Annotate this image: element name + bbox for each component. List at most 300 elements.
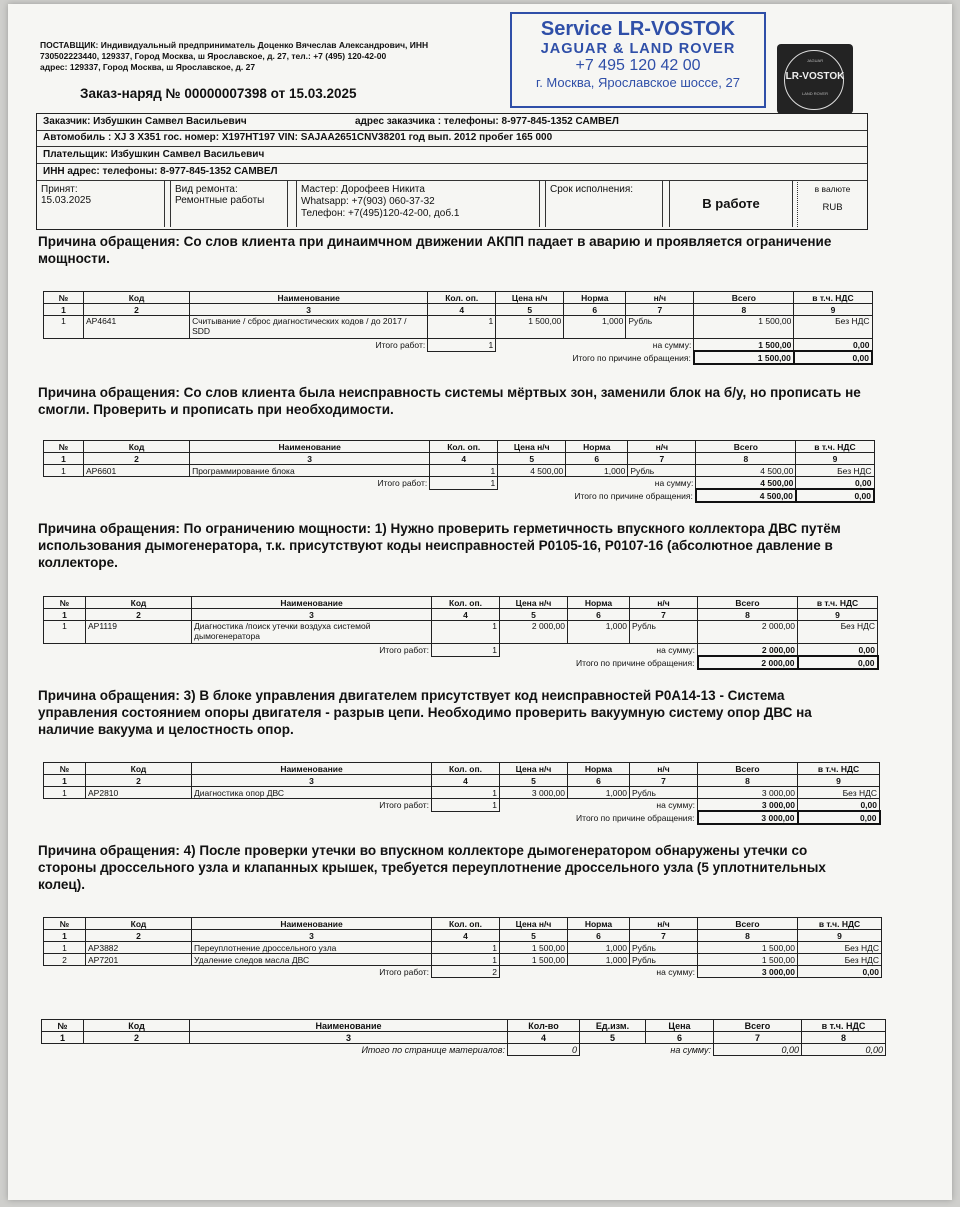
table-cell: 1: [44, 775, 86, 787]
table-cell: 2: [86, 775, 192, 787]
empty-cell: [190, 351, 428, 364]
empty-cell: [432, 656, 500, 669]
table-cell: 4: [508, 1032, 580, 1044]
table-cell: 8: [802, 1032, 886, 1044]
table-cell: Кол. оп.: [430, 441, 498, 453]
table-cell: AP3882: [86, 942, 192, 954]
column-number-row: [42, 1032, 886, 1044]
logo-text: JAGUAR: [806, 58, 824, 63]
table-cell: 1 500,00: [694, 351, 794, 364]
table-cell: на сумму:: [656, 800, 695, 810]
reason-total-row: [44, 811, 880, 824]
table-cell: 0,00: [796, 477, 874, 490]
repair-type-label: Вид ремонта:: [175, 184, 238, 195]
empty-cell: [44, 811, 86, 824]
works-total-row: [44, 644, 878, 657]
table-cell: Кол. оп.: [432, 918, 500, 930]
table-cell: 2: [86, 609, 192, 621]
table-cell: Переуплотнение дроссельного узла: [192, 942, 432, 954]
table-cell: 1: [428, 316, 496, 339]
table-cell: Цена н/ч: [500, 763, 568, 775]
table-cell: Итого по причине обращения:: [576, 812, 695, 823]
empty-cell: [500, 966, 568, 978]
table-cell: Кол. оп.: [428, 292, 496, 304]
works-table: [43, 440, 875, 503]
table-cell: Наименование: [192, 763, 432, 775]
works-table: [43, 596, 879, 670]
table-cell: Код: [84, 292, 190, 304]
table-cell: Рубль: [628, 465, 696, 477]
table-cell: 3: [192, 775, 432, 787]
table-cell: на сумму:: [670, 1044, 711, 1055]
table-cell: AP6601: [84, 465, 190, 477]
table-cell: на сумму:: [656, 645, 695, 655]
table-cell: 1: [432, 621, 500, 644]
table-cell: 1,000: [568, 942, 630, 954]
table-cell: 3: [190, 304, 428, 316]
table-cell: Кол-во: [508, 1020, 580, 1032]
table-cell: 1 500,00: [496, 316, 564, 339]
accepted-cell: [37, 180, 165, 227]
table-cell: Без НДС: [794, 316, 872, 339]
table-cell: 5: [498, 453, 566, 465]
empty-cell: [42, 1044, 84, 1056]
table-cell: 8: [694, 304, 794, 316]
table-cell: 3 000,00: [698, 787, 798, 799]
table-cell: №: [44, 763, 86, 775]
table-cell: 0,00: [796, 489, 874, 502]
table-cell: 0,00: [798, 656, 878, 669]
reason-total-row: [44, 351, 873, 364]
table-cell: 9: [794, 304, 872, 316]
materials-table: [41, 1019, 886, 1056]
stamp-line: г. Москва, Ярославское шоссе, 27: [536, 75, 740, 90]
table-cell: Кол. оп.: [432, 763, 500, 775]
customer-address: адрес заказчика : телефоны: 8-977-845-1352 САМВЕЛ: [355, 116, 619, 127]
table-cell: Считывание / сброс диагностических кодов / до 2017 / SDD: [190, 316, 428, 339]
column-number-row: [44, 453, 875, 465]
empty-cell: [84, 351, 190, 364]
table-cell: Итого работ:: [375, 340, 426, 350]
table-cell: Рубль: [630, 621, 698, 644]
empty-cell: [498, 477, 566, 490]
empty-cell: [86, 644, 192, 657]
column-number-row: [44, 930, 882, 942]
repair-type-cell: [170, 180, 288, 227]
table-cell: 1: [44, 304, 84, 316]
customer-name: Заказчик: Избушкин Самвел Васильевич: [43, 116, 247, 127]
empty-cell: [428, 351, 496, 364]
table-row: [44, 465, 875, 477]
works-total-row: [44, 966, 882, 978]
table-cell: н/ч: [628, 441, 696, 453]
table-cell: Без НДС: [798, 787, 880, 799]
table-cell: 2 000,00: [698, 644, 798, 657]
table-cell: 1: [44, 787, 86, 799]
car-row: [37, 130, 867, 147]
table-cell: 3: [192, 930, 432, 942]
table-cell: 1: [432, 954, 500, 966]
table-cell: 4: [432, 775, 500, 787]
table-cell: Без НДС: [796, 465, 874, 477]
table-cell: 1: [44, 930, 86, 942]
table-cell: в т.ч. НДС: [802, 1020, 886, 1032]
reason-total-row: [44, 489, 875, 502]
table-cell: Наименование: [190, 292, 428, 304]
table-cell: 1: [432, 942, 500, 954]
table-cell: Итого по причине обращения:: [576, 657, 695, 668]
supplier-line: ПОСТАВЩИК: Индивидуальный предприниматель Доценко Вячеслав Александрович, ИНН: [40, 40, 429, 50]
table-cell: 8: [698, 930, 798, 942]
table-cell: 1: [44, 609, 86, 621]
table-cell: 5: [500, 775, 568, 787]
table-cell: Наименование: [190, 441, 430, 453]
table-cell: Цена н/ч: [498, 441, 566, 453]
column-number-row: [44, 304, 873, 316]
table-cell: 0,00: [794, 351, 872, 364]
table-cell: 7: [628, 453, 696, 465]
table-cell: в т.ч. НДС: [796, 441, 874, 453]
table-row: [44, 316, 873, 339]
works-table: [43, 291, 873, 365]
deadline-cell: [545, 180, 663, 227]
logo-text: LAND ROVER: [801, 91, 828, 96]
table-cell: 1: [42, 1032, 84, 1044]
works-total-row: [44, 339, 873, 352]
table-cell: AP7201: [86, 954, 192, 966]
empty-cell: [86, 966, 192, 978]
reason-text: Причина обращения: 4) После проверки утечки во впускном коллекторе дымогенератором обнаружены утечки со стороны дроссельного узла и клапанных крышек, требуется переуплотнение дроссельного узла (5 уплотнительных колец).: [38, 843, 826, 892]
table-cell: 1: [44, 465, 84, 477]
empty-cell: [430, 489, 498, 502]
table-cell: 1 500,00: [500, 954, 568, 966]
empty-cell: [568, 644, 630, 657]
empty-cell: [44, 644, 86, 657]
table-cell: Наименование: [192, 918, 432, 930]
table-cell: Без НДС: [798, 621, 878, 644]
table-cell: Норма: [564, 292, 626, 304]
table-cell: 4: [428, 304, 496, 316]
table-cell: 6: [568, 609, 630, 621]
table-cell: 3: [190, 453, 430, 465]
table-cell: 3 000,00: [500, 787, 568, 799]
table-cell: Наименование: [192, 597, 432, 609]
table-cell: 4 500,00: [696, 465, 796, 477]
table-cell: 1 500,00: [500, 942, 568, 954]
currency-cell: [797, 180, 867, 227]
table-row: [44, 787, 880, 799]
table-cell: Код: [86, 918, 192, 930]
table-cell: 1: [44, 942, 86, 954]
supplier-line: 730502223440, 129337, Город Москва, ш Ярославское, д. 27, тел.: +7 (495) 120-42-00: [40, 51, 387, 61]
column-number-row: [44, 609, 878, 621]
table-cell: 1: [430, 465, 498, 477]
table-cell: 5: [580, 1032, 646, 1044]
works-total-row: [44, 477, 875, 490]
table-cell: Норма: [568, 763, 630, 775]
table-cell: Рубль: [630, 942, 698, 954]
empty-cell: [86, 799, 192, 812]
table-cell: на сумму:: [656, 966, 695, 977]
table-cell: на сумму:: [652, 340, 692, 350]
accepted-date: 15.03.2025: [41, 195, 92, 206]
table-cell: 0,00: [798, 966, 882, 978]
table-cell: 1 500,00: [698, 954, 798, 966]
empty-cell: [192, 656, 432, 669]
empty-cell: [500, 799, 568, 812]
table-cell: 1: [432, 799, 500, 812]
table-cell: 0,00: [798, 799, 880, 812]
table-cell: 1: [432, 644, 500, 657]
table-cell: 1,000: [568, 954, 630, 966]
table-cell: Цена н/ч: [496, 292, 564, 304]
table-header-row: [44, 597, 878, 609]
table-cell: 6: [646, 1032, 714, 1044]
table-cell: 8: [696, 453, 796, 465]
table-cell: 4: [430, 453, 498, 465]
table-cell: Итого работ:: [377, 478, 428, 488]
table-cell: Рубль: [630, 954, 698, 966]
table-cell: Код: [86, 597, 192, 609]
table-cell: Программирование блока: [190, 465, 430, 477]
table-cell: Всего: [698, 763, 798, 775]
logo-text: LR-VOSTOK: [785, 71, 845, 82]
empty-cell: [566, 477, 628, 490]
table-cell: 2: [44, 954, 86, 966]
empty-cell: [190, 489, 430, 502]
table-cell: Всего: [698, 918, 798, 930]
master-name: Мастер: Дорофеев Никита: [301, 184, 425, 195]
service-logo: [777, 44, 853, 114]
table-cell: AP4641: [84, 316, 190, 339]
reason-text: Причина обращения: Со слов клиента при динаимчном движении АКПП падает в аварию и проявляется ограничение мощности.: [38, 234, 832, 266]
table-cell: Рубль: [626, 316, 694, 339]
table-cell: 2 000,00: [698, 621, 798, 644]
accepted-label: Принят:: [41, 184, 78, 195]
table-cell: 1: [44, 316, 84, 339]
empty-cell: [44, 339, 84, 352]
table-cell: на сумму:: [654, 478, 694, 488]
table-cell: 2: [84, 304, 190, 316]
table-cell: 1: [428, 339, 496, 352]
table-cell: 1,000: [566, 465, 628, 477]
stamp-line: Service LR-VOSTOK: [540, 18, 736, 40]
inn-row: [37, 164, 867, 181]
car-info: Автомобиль : XJ 3 X351 гос. номер: X197HT197 VIN: SAJAA2651CNV38201 год вып. 2012 пробег 165 000: [43, 132, 553, 143]
table-cell: 1: [44, 621, 86, 644]
table-cell: 1 500,00: [698, 942, 798, 954]
works-table: [43, 762, 881, 825]
order-title: Заказ-наряд № 00000007398 от 15.03.2025: [80, 86, 357, 101]
empty-cell: [580, 1044, 646, 1056]
supplier-info: [40, 40, 520, 73]
empty-cell: [86, 811, 192, 824]
table-cell: Всего: [698, 597, 798, 609]
table-cell: в т.ч. НДС: [794, 292, 872, 304]
table-cell: 9: [796, 453, 874, 465]
reason-text: Причина обращения: 3) В блоке управления двигателем присутствует код неисправностей P0A14-13 - Система управления состоянием опоры двигателя - разрыв цепи. Необходимо проверить вакуумную систему опор ДВС на наличие вакуума и целостность опор.: [38, 688, 812, 737]
table-cell: Итого работ:: [379, 800, 429, 810]
table-cell: 1,000: [568, 621, 630, 644]
table-cell: Кол. оп.: [432, 597, 500, 609]
table-header-row: [42, 1020, 886, 1032]
reason-text: Причина обращения: Со слов клиента была неисправность системы мёртвых зон, заменили блок на б/у, но прописать не смогли. Проверить и прописать при необходимости.: [38, 385, 861, 417]
empty-cell: [86, 656, 192, 669]
empty-cell: [432, 811, 500, 824]
table-cell: 0,00: [798, 644, 878, 657]
empty-cell: [44, 477, 84, 490]
service-stamp: [510, 12, 766, 108]
table-cell: 9: [798, 609, 878, 621]
empty-cell: [44, 966, 86, 978]
table-row: [44, 954, 882, 966]
table-cell: Удаление следов масла ДВС: [192, 954, 432, 966]
table-cell: Норма: [568, 918, 630, 930]
master-whatsapp: Whatsapp: +7(903) 060-37-32: [301, 196, 435, 207]
table-cell: №: [44, 918, 86, 930]
table-cell: Итого по странице материалов:: [361, 1044, 505, 1055]
empty-cell: [44, 351, 84, 364]
table-cell: 3: [192, 609, 432, 621]
table-cell: 0: [508, 1044, 580, 1056]
table-row: [44, 942, 882, 954]
table-cell: н/ч: [630, 597, 698, 609]
table-cell: 0,00: [798, 811, 880, 824]
table-cell: Норма: [566, 441, 628, 453]
table-header-row: [44, 441, 875, 453]
table-cell: Код: [86, 763, 192, 775]
table-cell: 6: [568, 930, 630, 942]
empty-cell: [44, 656, 86, 669]
table-cell: 7: [626, 304, 694, 316]
table-cell: 5: [500, 930, 568, 942]
supplier-line: адрес: 129337, Город Москва, ш Ярославское, д. 27: [40, 62, 256, 72]
table-cell: Код: [84, 1020, 190, 1032]
empty-cell: [84, 339, 190, 352]
table-cell: Итого работ:: [379, 966, 429, 977]
table-cell: 2 000,00: [698, 656, 798, 669]
table-cell: 0,00: [802, 1044, 886, 1056]
table-cell: 2: [84, 453, 190, 465]
table-row: [44, 621, 878, 644]
stamp-line: JAGUAR & LAND ROVER: [540, 41, 736, 57]
table-cell: 4 500,00: [498, 465, 566, 477]
table-cell: 9: [798, 775, 880, 787]
table-cell: №: [44, 441, 84, 453]
table-cell: 5: [496, 304, 564, 316]
currency: RUB: [822, 202, 843, 213]
table-cell: 2 000,00: [500, 621, 568, 644]
table-cell: 3 000,00: [698, 811, 798, 824]
empty-cell: [500, 644, 568, 657]
table-cell: н/ч: [630, 918, 698, 930]
payer-row: [37, 147, 867, 164]
table-cell: Всего: [696, 441, 796, 453]
empty-cell: [192, 811, 432, 824]
table-cell: 1 500,00: [694, 339, 794, 352]
table-cell: №: [42, 1020, 84, 1032]
deadline-label: Срок исполнения:: [550, 184, 634, 195]
empty-cell: [568, 966, 630, 978]
table-cell: №: [44, 597, 86, 609]
table-cell: 2: [86, 930, 192, 942]
table-header-row: [44, 763, 880, 775]
table-cell: 8: [698, 775, 798, 787]
customer-header: [36, 113, 868, 230]
currency-label: в валюте: [814, 184, 851, 194]
table-cell: Код: [84, 441, 190, 453]
table-cell: Итого работ:: [379, 645, 429, 655]
table-cell: Диагностика /поиск утечки воздуха системой дымогенератора: [192, 621, 432, 644]
table-cell: 3 000,00: [698, 966, 798, 978]
table-cell: Без НДС: [798, 942, 882, 954]
table-cell: 6: [568, 775, 630, 787]
status-cell: [669, 180, 793, 227]
table-cell: AP1119: [86, 621, 192, 644]
table-cell: 2: [84, 1032, 190, 1044]
table-cell: в т.ч. НДС: [798, 763, 880, 775]
table-cell: в т.ч. НДС: [798, 918, 882, 930]
table-cell: 1 500,00: [694, 316, 794, 339]
table-cell: н/ч: [626, 292, 694, 304]
materials-total-row: [42, 1044, 886, 1056]
table-cell: Цена н/ч: [500, 597, 568, 609]
works-table: [43, 917, 882, 978]
table-cell: 5: [500, 609, 568, 621]
table-cell: 3: [190, 1032, 508, 1044]
empty-cell: [568, 799, 630, 812]
customer-row: [37, 114, 867, 131]
empty-cell: [496, 339, 564, 352]
empty-cell: [564, 339, 626, 352]
empty-cell: [44, 489, 84, 502]
table-cell: 2: [432, 966, 500, 978]
table-cell: Без НДС: [798, 954, 882, 966]
table-cell: 1: [430, 477, 498, 490]
inn-info: ИНН адрес: телефоны: 8-977-845-1352 САМВЕЛ: [43, 166, 278, 177]
empty-cell: [84, 477, 190, 490]
table-cell: 1: [432, 787, 500, 799]
table-cell: 0,00: [714, 1044, 802, 1056]
table-cell: 1,000: [568, 787, 630, 799]
table-cell: в т.ч. НДС: [798, 597, 878, 609]
table-cell: 7: [630, 930, 698, 942]
table-cell: Ед.изм.: [580, 1020, 646, 1032]
table-cell: 3 000,00: [698, 799, 798, 812]
order-status: В работе: [702, 196, 760, 211]
table-cell: Наименование: [190, 1020, 508, 1032]
table-cell: 6: [564, 304, 626, 316]
table-cell: 9: [798, 930, 882, 942]
table-cell: 7: [714, 1032, 802, 1044]
repair-type: Ремонтные работы: [175, 195, 265, 206]
table-cell: 7: [630, 609, 698, 621]
table-cell: 7: [630, 775, 698, 787]
table-cell: 4: [432, 609, 500, 621]
reason-text: Причина обращения: По ограничению мощности: 1) Нужно проверить герметичность впускного коллектора ДВС путём использования дымогенератора, т.к. присутствуют коды неисправностей P0105-16, P0107-16 (абсолютное давление в коллекторе.: [38, 521, 841, 570]
column-number-row: [44, 775, 880, 787]
table-cell: 8: [698, 609, 798, 621]
empty-cell: [44, 799, 86, 812]
table-cell: 6: [566, 453, 628, 465]
table-cell: 0,00: [794, 339, 872, 352]
table-cell: Цена: [646, 1020, 714, 1032]
table-cell: 4 500,00: [696, 489, 796, 502]
table-cell: №: [44, 292, 84, 304]
table-cell: Диагностика опор ДВС: [192, 787, 432, 799]
master-phone: Телефон: +7(495)120-42-00, доб.1: [301, 208, 460, 219]
table-cell: Рубль: [630, 787, 698, 799]
